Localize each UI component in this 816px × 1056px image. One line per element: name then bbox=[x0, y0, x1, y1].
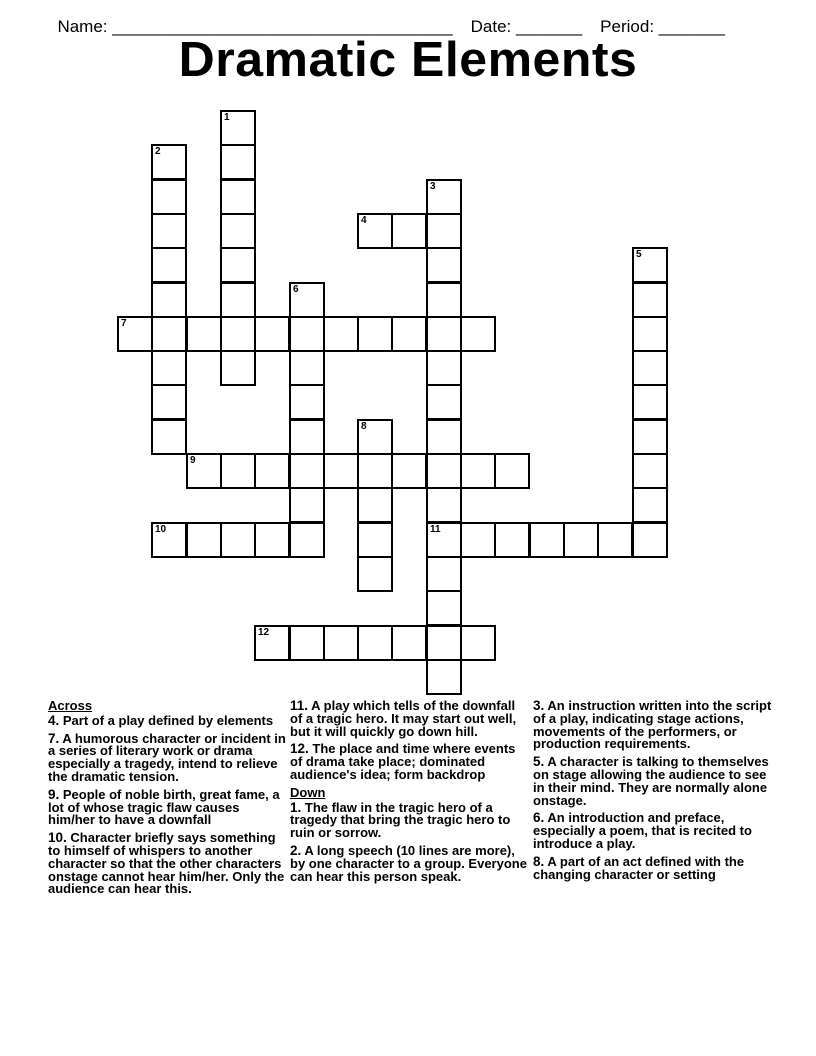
letter-input[interactable] bbox=[359, 215, 391, 247]
grid-cell[interactable] bbox=[632, 350, 668, 386]
grid-cell[interactable] bbox=[186, 316, 222, 352]
clue-number: 5 bbox=[636, 249, 642, 260]
letter-input[interactable] bbox=[599, 524, 631, 556]
clue-number: 9 bbox=[190, 455, 196, 466]
grid-cell[interactable] bbox=[597, 522, 633, 558]
grid-cell[interactable] bbox=[426, 487, 462, 523]
grid-cell[interactable] bbox=[151, 144, 187, 180]
letter-input[interactable] bbox=[222, 284, 254, 316]
down-heading: Down bbox=[290, 784, 326, 800]
letter-input[interactable] bbox=[153, 352, 185, 384]
clue-number: 8 bbox=[361, 421, 367, 432]
grid-cell[interactable] bbox=[117, 316, 153, 352]
grid-cell[interactable] bbox=[632, 384, 668, 420]
clue-number: 7 bbox=[121, 318, 127, 329]
letter-input[interactable] bbox=[153, 386, 185, 418]
letter-input[interactable] bbox=[428, 181, 460, 213]
letter-input[interactable] bbox=[188, 524, 220, 556]
letter-input[interactable] bbox=[153, 284, 185, 316]
grid-cell[interactable] bbox=[151, 247, 187, 283]
grid-cell[interactable] bbox=[632, 247, 668, 283]
grid-cell[interactable] bbox=[426, 247, 462, 283]
grid-cell[interactable] bbox=[426, 659, 462, 695]
grid-cell[interactable] bbox=[151, 282, 187, 318]
grid-cell[interactable] bbox=[426, 282, 462, 318]
grid-cell[interactable] bbox=[426, 556, 462, 592]
letter-input[interactable] bbox=[462, 318, 494, 350]
grid-cell[interactable] bbox=[357, 213, 393, 249]
letter-input[interactable] bbox=[565, 524, 597, 556]
grid-cell[interactable] bbox=[220, 247, 256, 283]
clue-down-6: 6. An introduction and preface, especially a poem, that is recited to introduce a play. bbox=[533, 810, 752, 851]
grid-cell[interactable] bbox=[151, 350, 187, 386]
letter-input[interactable] bbox=[428, 661, 460, 693]
grid-cell[interactable] bbox=[254, 453, 290, 489]
letter-input[interactable] bbox=[291, 489, 323, 521]
letter-input[interactable] bbox=[428, 627, 460, 659]
grid-cell[interactable] bbox=[357, 316, 393, 352]
letter-input[interactable] bbox=[496, 455, 528, 487]
clue-down-3: 3. An instruction written into the script of a play, indicating stage actions, movements of the performers, or production requirements. bbox=[533, 698, 772, 752]
letter-input[interactable] bbox=[119, 318, 151, 350]
page-title: Dramatic Elements bbox=[178, 33, 638, 87]
clue-across-11: 11. A play which tells of the downfall of a tragic hero. It may start out well, but it will quickly go down hill. bbox=[290, 698, 517, 739]
grid-cell[interactable] bbox=[254, 316, 290, 352]
grid-cell[interactable] bbox=[460, 316, 496, 352]
letter-input[interactable] bbox=[222, 455, 254, 487]
letter-input[interactable] bbox=[222, 181, 254, 213]
grid-cell[interactable] bbox=[357, 453, 393, 489]
letter-input[interactable] bbox=[634, 352, 666, 384]
grid-cell[interactable] bbox=[220, 316, 256, 352]
clue-across-12: 12. The place and time where events of drama take place; dominated audience's idea; form backdrop bbox=[290, 741, 516, 782]
letter-input[interactable] bbox=[359, 318, 391, 350]
grid-cell[interactable] bbox=[632, 522, 668, 558]
grid-cell[interactable] bbox=[254, 625, 290, 661]
clue-down-5: 5. A character is talking to themselves on stage allowing the audience to see in their mind. They are normally alone onstage. bbox=[533, 754, 769, 808]
letter-input[interactable] bbox=[634, 489, 666, 521]
grid-cell[interactable] bbox=[391, 213, 427, 249]
grid-cell[interactable] bbox=[357, 419, 393, 455]
letter-input[interactable] bbox=[428, 489, 460, 521]
letter-input[interactable] bbox=[428, 592, 460, 624]
letter-input[interactable] bbox=[359, 489, 391, 521]
clue-number: 11 bbox=[430, 524, 441, 535]
letter-input[interactable] bbox=[153, 318, 185, 350]
grid-cell[interactable] bbox=[426, 590, 462, 626]
letter-input[interactable] bbox=[291, 627, 323, 659]
name-label: Name: bbox=[57, 17, 108, 36]
grid-cell[interactable] bbox=[357, 487, 393, 523]
clues-column-1 bbox=[48, 700, 288, 901]
letter-input[interactable] bbox=[188, 318, 220, 350]
grid-cell[interactable] bbox=[426, 350, 462, 386]
letter-input[interactable] bbox=[496, 524, 528, 556]
grid-cell[interactable] bbox=[289, 522, 325, 558]
grid-cell[interactable] bbox=[460, 453, 496, 489]
letter-input[interactable] bbox=[222, 249, 254, 281]
letter-input[interactable] bbox=[393, 215, 425, 247]
clue-number: 2 bbox=[155, 146, 161, 157]
letter-input[interactable] bbox=[462, 455, 494, 487]
grid-cell[interactable] bbox=[289, 384, 325, 420]
grid-cell[interactable] bbox=[357, 522, 393, 558]
letter-input[interactable] bbox=[393, 627, 425, 659]
grid-cell[interactable] bbox=[220, 213, 256, 249]
grid-cell[interactable] bbox=[426, 384, 462, 420]
letter-input[interactable] bbox=[291, 352, 323, 384]
across-heading: Across bbox=[48, 698, 93, 713]
grid-cell[interactable] bbox=[460, 625, 496, 661]
letter-input[interactable] bbox=[359, 524, 391, 556]
clue-number: 12 bbox=[258, 627, 270, 638]
letter-input[interactable] bbox=[428, 352, 460, 384]
grid-cell[interactable] bbox=[632, 487, 668, 523]
letter-input[interactable] bbox=[325, 318, 357, 350]
letter-input[interactable] bbox=[634, 455, 666, 487]
date-label: Date: bbox=[470, 17, 512, 36]
letter-input[interactable] bbox=[462, 524, 494, 556]
grid-cell[interactable] bbox=[186, 522, 222, 558]
letter-input[interactable] bbox=[222, 146, 254, 178]
grid-cell[interactable] bbox=[289, 453, 325, 489]
letter-input[interactable] bbox=[428, 318, 460, 350]
grid-cell[interactable] bbox=[289, 487, 325, 523]
letter-input[interactable] bbox=[291, 524, 323, 556]
letter-input[interactable] bbox=[634, 524, 666, 556]
clue-number: 4 bbox=[361, 215, 367, 226]
clues-column-3 bbox=[533, 700, 773, 886]
letter-input[interactable] bbox=[428, 284, 460, 316]
clue-number: 1 bbox=[224, 112, 230, 123]
grid-cell[interactable] bbox=[220, 179, 256, 215]
grid-cell[interactable] bbox=[426, 179, 462, 215]
letter-input[interactable] bbox=[256, 318, 288, 350]
letter-input[interactable] bbox=[634, 284, 666, 316]
letter-input[interactable] bbox=[634, 318, 666, 350]
letter-input[interactable] bbox=[359, 421, 391, 453]
letter-input[interactable] bbox=[222, 215, 254, 247]
letter-input[interactable] bbox=[393, 318, 425, 350]
grid-cell[interactable] bbox=[357, 625, 393, 661]
grid-cell[interactable] bbox=[186, 453, 222, 489]
grid-cell[interactable] bbox=[151, 179, 187, 215]
letter-input[interactable] bbox=[153, 181, 185, 213]
letter-input[interactable] bbox=[256, 455, 288, 487]
grid-cell[interactable] bbox=[426, 419, 462, 455]
letter-input[interactable] bbox=[291, 318, 323, 350]
grid-cell[interactable] bbox=[460, 522, 496, 558]
grid-cell[interactable] bbox=[220, 350, 256, 386]
letter-input[interactable] bbox=[634, 249, 666, 281]
letter-input[interactable] bbox=[153, 421, 185, 453]
letter-input[interactable] bbox=[428, 421, 460, 453]
letter-input[interactable] bbox=[428, 524, 460, 556]
letter-input[interactable] bbox=[393, 455, 425, 487]
period-blank[interactable]: _______ bbox=[654, 17, 725, 36]
grid-cell[interactable] bbox=[151, 213, 187, 249]
letter-input[interactable] bbox=[634, 386, 666, 418]
grid-cell[interactable] bbox=[220, 282, 256, 318]
letter-input[interactable] bbox=[222, 318, 254, 350]
grid-cell[interactable] bbox=[323, 453, 359, 489]
grid-cell[interactable] bbox=[220, 110, 256, 146]
letter-input[interactable] bbox=[462, 627, 494, 659]
grid-cell[interactable] bbox=[632, 282, 668, 318]
grid-cell[interactable] bbox=[323, 625, 359, 661]
grid-cell[interactable] bbox=[151, 419, 187, 455]
clues-column-2 bbox=[290, 700, 530, 888]
grid-cell[interactable] bbox=[426, 316, 462, 352]
clue-number: 10 bbox=[155, 524, 167, 535]
grid-cell[interactable] bbox=[289, 625, 325, 661]
grid-cell[interactable] bbox=[426, 522, 462, 558]
letter-input[interactable] bbox=[256, 524, 288, 556]
clue-number: 6 bbox=[293, 284, 299, 295]
grid-cell[interactable] bbox=[220, 453, 256, 489]
grid-cell[interactable] bbox=[632, 316, 668, 352]
grid-cell[interactable] bbox=[563, 522, 599, 558]
period-label: Period: bbox=[600, 17, 655, 36]
letter-input[interactable] bbox=[188, 455, 220, 487]
letter-input[interactable] bbox=[325, 455, 357, 487]
letter-input[interactable] bbox=[291, 421, 323, 453]
clue-across-9: 9. People of noble birth, great fame, a lot of whose tragic flaw causes him/her to have a downfall bbox=[48, 786, 280, 828]
letter-input[interactable] bbox=[291, 455, 323, 487]
letter-input[interactable] bbox=[222, 352, 254, 384]
letter-input[interactable] bbox=[153, 524, 185, 556]
clue-across-7: 7. A humorous character or incident in a series of literary work or drama especially a tragedy, intend to relieve the dramatic tension. bbox=[48, 730, 286, 784]
letter-input[interactable] bbox=[222, 524, 254, 556]
clue-across-10: 10. Character briefly says something to himself of whispers to another character so that the other characters onstage cannot hear him/her. Only the audience can hear this. bbox=[48, 830, 285, 897]
grid-cell[interactable] bbox=[220, 522, 256, 558]
grid-cell[interactable] bbox=[632, 453, 668, 489]
name-blank[interactable]: ____________________________________ bbox=[107, 17, 453, 36]
letter-input[interactable] bbox=[153, 249, 185, 281]
grid-cell[interactable] bbox=[151, 384, 187, 420]
letter-input[interactable] bbox=[325, 627, 357, 659]
letter-input[interactable] bbox=[256, 627, 288, 659]
letter-input[interactable] bbox=[359, 627, 391, 659]
letter-input[interactable] bbox=[153, 146, 185, 178]
grid-cell[interactable] bbox=[529, 522, 565, 558]
letter-input[interactable] bbox=[531, 524, 563, 556]
letter-input[interactable] bbox=[428, 386, 460, 418]
letter-input[interactable] bbox=[291, 284, 323, 316]
letter-input[interactable] bbox=[634, 421, 666, 453]
grid-cell[interactable] bbox=[151, 522, 187, 558]
grid-cell[interactable] bbox=[494, 453, 530, 489]
letter-input[interactable] bbox=[291, 386, 323, 418]
grid-cell[interactable] bbox=[289, 282, 325, 318]
grid-cell[interactable] bbox=[289, 316, 325, 352]
clue-down-1: 1. The flaw in the tragic hero of a tragedy that bring the tragic hero to ruin or sorrow. bbox=[290, 799, 511, 841]
clue-down-2: 2. A long speech (10 lines are more), by one character to a group. Everyone can hear this person speak. bbox=[290, 842, 527, 884]
grid-cell[interactable] bbox=[391, 316, 427, 352]
grid-cell[interactable] bbox=[426, 453, 462, 489]
grid-cell[interactable] bbox=[254, 522, 290, 558]
letter-input[interactable] bbox=[428, 249, 460, 281]
grid-cell[interactable] bbox=[289, 350, 325, 386]
letter-input[interactable] bbox=[428, 455, 460, 487]
letter-input[interactable] bbox=[428, 215, 460, 247]
grid-cell[interactable] bbox=[357, 556, 393, 592]
grid-cell[interactable] bbox=[323, 316, 359, 352]
grid-cell[interactable] bbox=[391, 453, 427, 489]
clue-number: 3 bbox=[430, 181, 436, 192]
grid-cell[interactable] bbox=[494, 522, 530, 558]
grid-cell[interactable] bbox=[426, 213, 462, 249]
clue-down-8: 8. A part of an act defined with the changing character or setting bbox=[533, 853, 745, 882]
clue-across-4: 4. Part of a play defined by elements bbox=[48, 712, 274, 728]
grid-cell[interactable] bbox=[289, 419, 325, 455]
grid-cell[interactable] bbox=[151, 316, 187, 352]
date-blank[interactable]: _______ bbox=[511, 17, 583, 36]
grid-cell[interactable] bbox=[426, 625, 462, 661]
grid-cell[interactable] bbox=[220, 144, 256, 180]
letter-input[interactable] bbox=[359, 558, 391, 590]
letter-input[interactable] bbox=[222, 112, 254, 144]
grid-cell[interactable] bbox=[391, 625, 427, 661]
letter-input[interactable] bbox=[428, 558, 460, 590]
letter-input[interactable] bbox=[359, 455, 391, 487]
letter-input[interactable] bbox=[153, 215, 185, 247]
grid-cell[interactable] bbox=[632, 419, 668, 455]
